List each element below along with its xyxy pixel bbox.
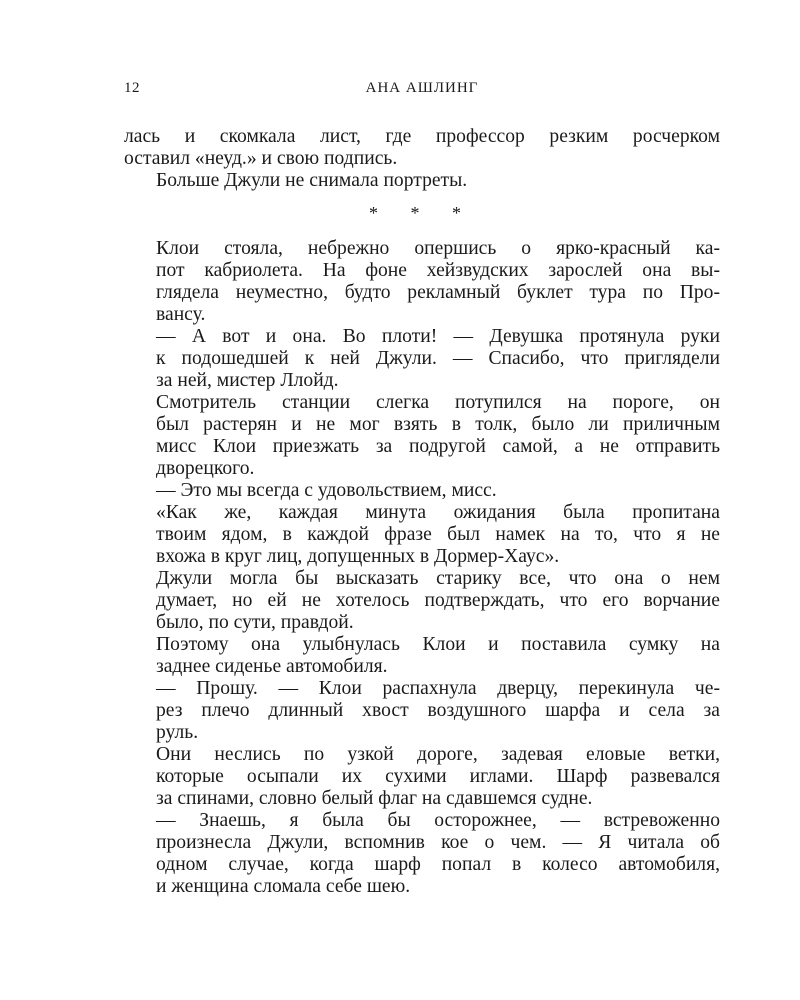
paragraph (124, 678, 720, 744)
text-line: лась и скомкала лист, где профессор резким росчерком (124, 126, 720, 147)
text-line: оставил «неуд.» и свою подпись. (124, 148, 398, 169)
text-line: рез плечо длинный хвост воздушного шарфа и села за (156, 700, 720, 721)
text-line: было, по сути, правдой. (156, 612, 354, 633)
text-line: Поэтому она улыбнулась Клои и поставила сумку на (156, 634, 720, 655)
text-after-separator (124, 238, 720, 898)
text-line: мисс Клои приезжать за подругой самой, а не отправить (156, 436, 720, 457)
text-line: глядела неуместно, будто рекламный буклет тура по Про- (156, 282, 720, 303)
paragraph (124, 744, 720, 810)
paragraph (124, 810, 720, 898)
paragraph (124, 634, 720, 678)
text-line: — Прошу. — Клои распахнула дверцу, перекинула че- (156, 678, 720, 699)
book-page (124, 80, 720, 898)
text-line: за спинами, словно белый флаг на сдавшемся судне. (156, 788, 593, 809)
text-line: за ней, мистер Ллойд. (156, 370, 339, 391)
text-line: одном случае, когда шарф попал в колесо автомобиля, (156, 854, 720, 875)
paragraph (124, 502, 720, 568)
section-separator: * * * (369, 203, 475, 223)
text-line: «Как же, каждая минута ожидания была пропитана (156, 502, 720, 523)
text-line: Смотритель станции слегка потупился на пороге, он (156, 392, 720, 413)
paragraph (124, 392, 720, 480)
text-line: руль. (156, 722, 199, 743)
page-text (124, 126, 720, 898)
paragraph (124, 568, 720, 634)
text-line: пот кабриолета. На фоне хейзвудских зарослей она вы- (156, 260, 720, 281)
page-number: 12 (124, 80, 140, 96)
text-line: — А вот и она. Во плоти! — Девушка протянула руки (156, 326, 720, 347)
book-author: АНА АШЛИНГ (365, 80, 479, 96)
text-line: Они неслись по узкой дороге, задевая еловые ветки, (156, 744, 720, 765)
text-line: дворецкого. (156, 458, 255, 479)
text-line: Больше Джули не снимала портреты. (156, 170, 468, 191)
text-line: был растерян и не мог взять в толк, было ли приличным (156, 414, 720, 435)
text-line: к подошедшей к ней Джули. — Спасибо, что приглядели (156, 348, 720, 369)
text-line: вансу. (156, 304, 206, 325)
running-header (124, 80, 720, 102)
text-line: думает, но ей не хотелось подтверждать, что его ворчание (156, 590, 720, 611)
paragraph (124, 126, 720, 170)
text-before-separator (124, 126, 720, 192)
text-line: Клои стояла, небрежно опершись о ярко-красный ка- (156, 238, 720, 259)
text-line: твоим ядом, в каждой фразе был намек на то, что я не (156, 524, 720, 545)
text-line: — Знаешь, я была бы осторожнее, — встревоженно (156, 810, 720, 831)
paragraph (124, 326, 720, 392)
text-line: Джули могла бы высказать старику все, что она о нем (156, 568, 720, 589)
text-line: вхожа в круг лиц, допущенных в Дормер-Хаус». (156, 546, 560, 567)
paragraph (124, 238, 720, 326)
text-line: и женщина сломала себе шею. (156, 876, 411, 897)
text-line: произнесла Джули, вспомнив кое о чем. — Я читала об (156, 832, 720, 853)
text-line: заднее сиденье автомобиля. (156, 656, 388, 677)
text-line: которые осыпали их сухими иглами. Шарф развевался (156, 766, 720, 787)
text-line: — Это мы всегда с удовольствием, мисс. (156, 480, 497, 501)
paragraph (124, 480, 720, 502)
paragraph (124, 170, 720, 192)
